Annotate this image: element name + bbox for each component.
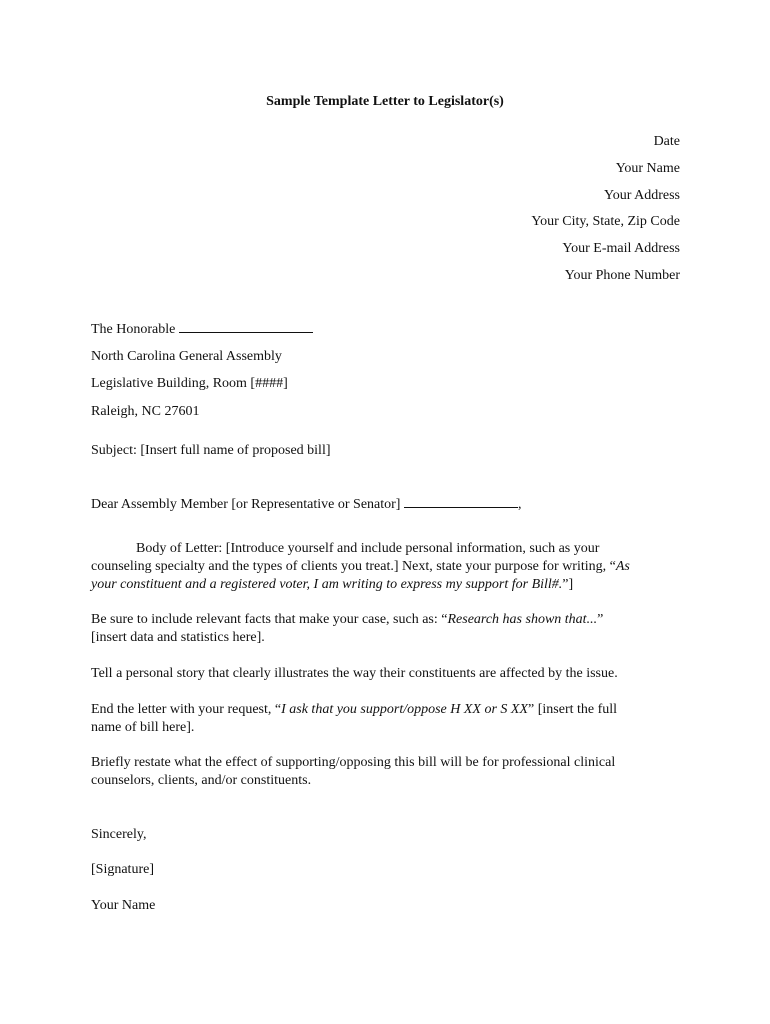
body-p1-line2-italic: As — [615, 559, 630, 574]
body-p1-line1: Body of Letter: [Introduce yourself and include personal information, such as your — [136, 541, 600, 556]
body-p2-line1-italic: Research has shown that... — [447, 612, 598, 627]
body-p2-line2: [insert data and statistics here]. — [91, 630, 265, 645]
body-paragraph-2 — [91, 611, 681, 647]
closing-sincerely: Sincerely, — [91, 827, 147, 842]
sender-date: Date — [653, 134, 680, 149]
recipient-honorable: The Honorable — [91, 322, 176, 337]
body-p5-line2: counselors, clients, and/or constituents. — [91, 773, 312, 788]
body-paragraph-5 — [91, 754, 681, 790]
sender-city: Your City, State, Zip Code — [531, 214, 680, 230]
closing-name: Your Name — [91, 898, 156, 913]
body-p4-line1-italic: I ask that you support/oppose H XX or S XX — [281, 702, 529, 717]
body-paragraph-4 — [91, 701, 681, 737]
body-paragraph-1 — [91, 540, 681, 594]
body-p1-line2-text: counseling specialty and the types of clients you treat.] Next, state your purpose for writing, “ — [91, 559, 616, 574]
body-p4-line1 — [91, 701, 681, 719]
sender-phone: Your Phone Number — [564, 267, 680, 283]
body-p1-line3-italic: your constituent and a registered voter, I am writing to express my support for Bill#. — [91, 577, 563, 592]
body-p4-line2: name of bill here]. — [91, 720, 195, 735]
salutation-text: Dear Assembly Member [or Representative or Senator] — [91, 497, 401, 512]
sender-block — [531, 129, 680, 290]
body-p1-line2 — [91, 558, 681, 576]
body-p2-line1 — [91, 611, 681, 629]
closing-signature: [Signature] — [91, 862, 154, 877]
sender-name: Your Name — [615, 160, 680, 176]
recipient-honorable-line — [91, 316, 313, 343]
body-paragraph-3: Tell a personal story that clearly illustrates the way their constituents are affected by the issue. — [91, 666, 618, 681]
sender-email: Your E-mail Address — [562, 241, 680, 257]
salutation — [91, 495, 681, 514]
recipient-assembly: North Carolina General Assembly — [91, 349, 282, 365]
document-title: Sample Template Letter to Legislator(s) — [266, 94, 504, 109]
salutation-blank — [404, 495, 518, 508]
body-p2-line1-end: ” — [597, 612, 604, 627]
body-p4-line1-text: End the letter with your request, “ — [91, 702, 282, 717]
body-p1-line3-end: ”] — [562, 577, 574, 592]
salutation-comma: , — [517, 497, 522, 512]
body-p2-line1-text: Be sure to include relevant facts that make your case, such as: “ — [91, 612, 448, 627]
body-p5-line1: Briefly restate what the effect of supporting/opposing this bill will be for professional clinical — [91, 755, 616, 770]
body-p1-line3 — [91, 576, 681, 594]
recipient-name-blank — [179, 320, 313, 333]
sender-address: Your Address — [604, 187, 680, 203]
recipient-city: Raleigh, NC 27601 — [91, 403, 200, 419]
body-p4-line1-end: ” [insert the full — [528, 702, 618, 717]
recipient-building: Legislative Building, Room [####] — [91, 376, 288, 392]
recipient-block — [91, 316, 313, 425]
subject-line: Subject: [Insert full name of proposed bill] — [91, 443, 331, 458]
